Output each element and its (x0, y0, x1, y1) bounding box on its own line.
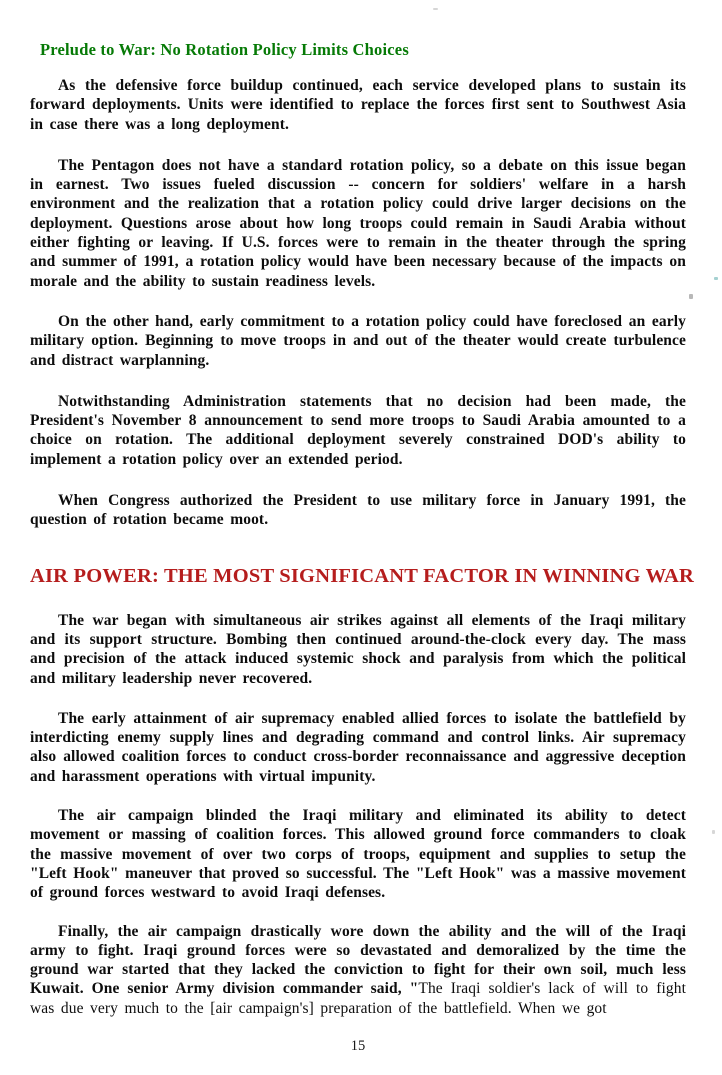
scan-artifact-speck (714, 277, 718, 280)
scan-artifact-speck (433, 8, 438, 10)
section-heading-prelude: Prelude to War: No Rotation Policy Limits Choices (40, 40, 409, 59)
paragraph-air-supremacy: The early attainment of air supremacy enabled allied forces to isolate the battlefield by interdicting enemy supply lines and degrading command and control links. Air supremacy also allowed coalition forces to conduct cross-border reconnaissance and aggressive deception and harassment operations with virtual impunity. (30, 709, 686, 785)
paragraph-finally-quote (30, 922, 686, 1018)
paragraph-notwithstanding: Notwithstanding Administration statements that no decision had been made, the President's November 8 announcement to send more troops to Saudi Arabia amounted to a choice on rotation. The additional deployment severely constrained DOD's ability to implement a rotation policy over an extended period. (30, 392, 686, 468)
final-paragraph-quoted-text: The Iraqi soldier's lack of will to fight was due very much to the [air campaign's] preparation of the battlefield. When we got (30, 980, 686, 1017)
scan-artifact-speck (689, 294, 693, 299)
page-number: 15 (350, 1037, 366, 1054)
paragraph-pentagon-rotation-policy: The Pentagon does not have a standard rotation policy, so a debate on this issue began in earnest. Two issues fueled discussion -- concern for soldiers' welfare in a harsh environment and the realization that a rotation policy could drive larger decisions on the deployment. Questions arose about how long troops could remain in Saudi Arabia without either fighting or leaving. If U.S. forces were to remain in the theater through the spring and summer of 1991, a rotation policy would have been necessary because of the impacts on morale and the ability to sustain readiness levels. (30, 156, 686, 290)
section-heading-air-power: AIR POWER: THE MOST SIGNIFICANT FACTOR IN WINNING WAR (30, 564, 695, 587)
page-content (0, 40, 722, 1055)
paragraph-other-hand: On the other hand, early commitment to a rotation policy could have foreclosed an early military option. Beginning to move troops in and out of the theater would create turbulence and distract warplanning. (30, 312, 686, 369)
paragraph-left-hook: The air campaign blinded the Iraqi military and eliminated its ability to detect movement or massing of coalition forces. This allowed ground force commanders to cloak the massive movement of over two corps of troops, equipment and supplies to setup the "Left Hook" maneuver that proved so successful. The "Left Hook" was a massive movement of ground forces westward to avoid Iraqi defenses. (30, 807, 686, 902)
paragraph-defensive-buildup: As the defensive force buildup continued, each service developed plans to sustain its forward deployments. Units were identified to replace the forces first sent to Southwest Asia in case there was a long deployment. (30, 77, 686, 133)
paragraph-congress-authorized: When Congress authorized the President to use military force in January 1991, the question of rotation became moot. (30, 492, 686, 529)
final-paragraph-bold-text: Finally, the air campaign drastically wore down the ability and the will of the Iraqi army to fight. Iraqi ground forces were so devastated and demoralized by the time the ground war started that they lacked the conviction to fight for their own soil, much less Kuwait. One senior Army division commander said, " (30, 922, 686, 998)
paragraph-war-began: The war began with simultaneous air strikes against all elements of the Iraqi military and its support structure. Bombing then continued around-the-clock every day. The mass and precision of the attack induced systemic shock and paralysis from which the political and military leadership never recovered. (30, 611, 686, 687)
scan-artifact-speck (712, 830, 715, 834)
